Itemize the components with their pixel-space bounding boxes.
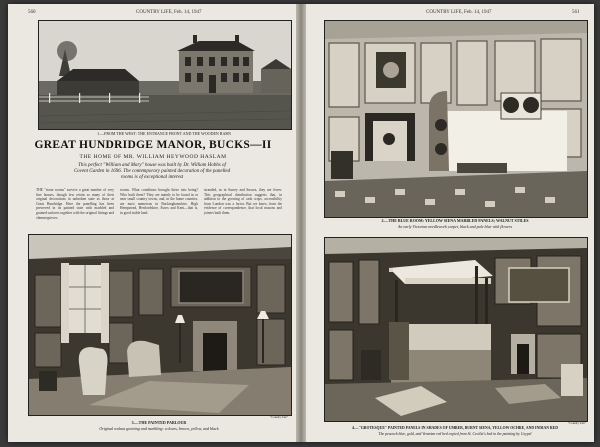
left-photo-credit: "Country Life" (269, 415, 288, 419)
left-photo-credit-mark: · (30, 415, 31, 419)
standfirst-line: This perfect "William and Mary" house was built by Dr. William Hobbs of (78, 163, 226, 168)
article-subtitle: THE HOME OF MR. WILLIAM HEYWOOD HASLAM (79, 154, 227, 160)
article-standfirst (36, 163, 268, 181)
page-gutter (296, 4, 306, 442)
figure-4-caption-title-text: 4.—"GROTESQUE" PAINTED PANELS IN SHADES OF UMBER, BURNT SIENA, YELLOW OCHRE, AND INDIAN RED (352, 426, 558, 430)
left-page-number: 560 (28, 10, 36, 15)
photo-painted-parlour (28, 234, 292, 416)
figure-2-caption-detail: An early Victorian needlework carpet, black and pale blue with flowers (397, 224, 513, 229)
figure-3-caption-detail: Original walnut graining and marbling: colours, brown, yellow, and black (99, 426, 219, 431)
body-column: stranded, as in Surrey and Sussex, they are fewer. This geographical distribution suggests that, in addition to the growing of cash crops, accessibility from London was a factor. But we know, from the evidence of correspondence, that local masons and joiners built them. (204, 188, 282, 215)
right-photo-credit: "Country Life" (567, 421, 586, 425)
figure-4-caption-detail: The peacock blue, gold, and Venetian red bed copied from St. Cecilia's bed in the painting by Coypel (378, 432, 532, 436)
standfirst-line: rooms is of exceptional interest (120, 175, 184, 180)
photo-grotesque-room (324, 237, 588, 422)
figure-3-caption-title-text: 3.—THE PAINTED PARLOUR (131, 420, 187, 425)
body-column: THE "stone rooms" survive a great number of very fine houses, though few retain so many of their original decorations in unbroken state as those at Great Hundridge. Here the panelling has been preserved in its painted state with marbled and grained surfaces together with the original fittings and chimneypieces. (36, 188, 114, 220)
body-column: rooms. What conditions brought these into being? Who built them? They are mainly to be found in or near small country towns, and, in the home counties, are most numerous in Buckinghamshire, High Hempstead, Hertfordshire, Essex and Kent—that is, in good stable land. (120, 188, 198, 215)
photo-blue-room (324, 20, 588, 218)
magazine-spread (8, 4, 594, 442)
photo-entrance-front (38, 20, 292, 130)
article-body (36, 188, 282, 232)
figure-2-caption-title-text: 2.—THE BLUE ROOM: YELLOW SIENA MARBLED PANELS; WALNUT STILES (381, 218, 529, 223)
left-page (8, 4, 296, 442)
figure-2-caption-title (324, 218, 586, 223)
figure-4-caption-title (324, 426, 586, 431)
right-page-number: 561 (572, 10, 580, 15)
standfirst-line: Covent Garden in 1696. The contemporary painted decoration of the panelled (73, 169, 231, 174)
left-running-head: COUNTRY LIFE, Feb. 14, 1947 (136, 10, 202, 15)
figure-3-caption-title (28, 420, 290, 425)
right-running-head: COUNTRY LIFE, Feb. 14, 1947 (426, 10, 492, 15)
right-page (306, 4, 594, 442)
figure-1-caption: 1.—FROM THE WEST: THE ENTRANCE FRONT AND THE WOODEN BARN (97, 131, 231, 136)
article-title: GREAT HUNDRIDGE MANOR, BUCKS—II (34, 139, 272, 151)
